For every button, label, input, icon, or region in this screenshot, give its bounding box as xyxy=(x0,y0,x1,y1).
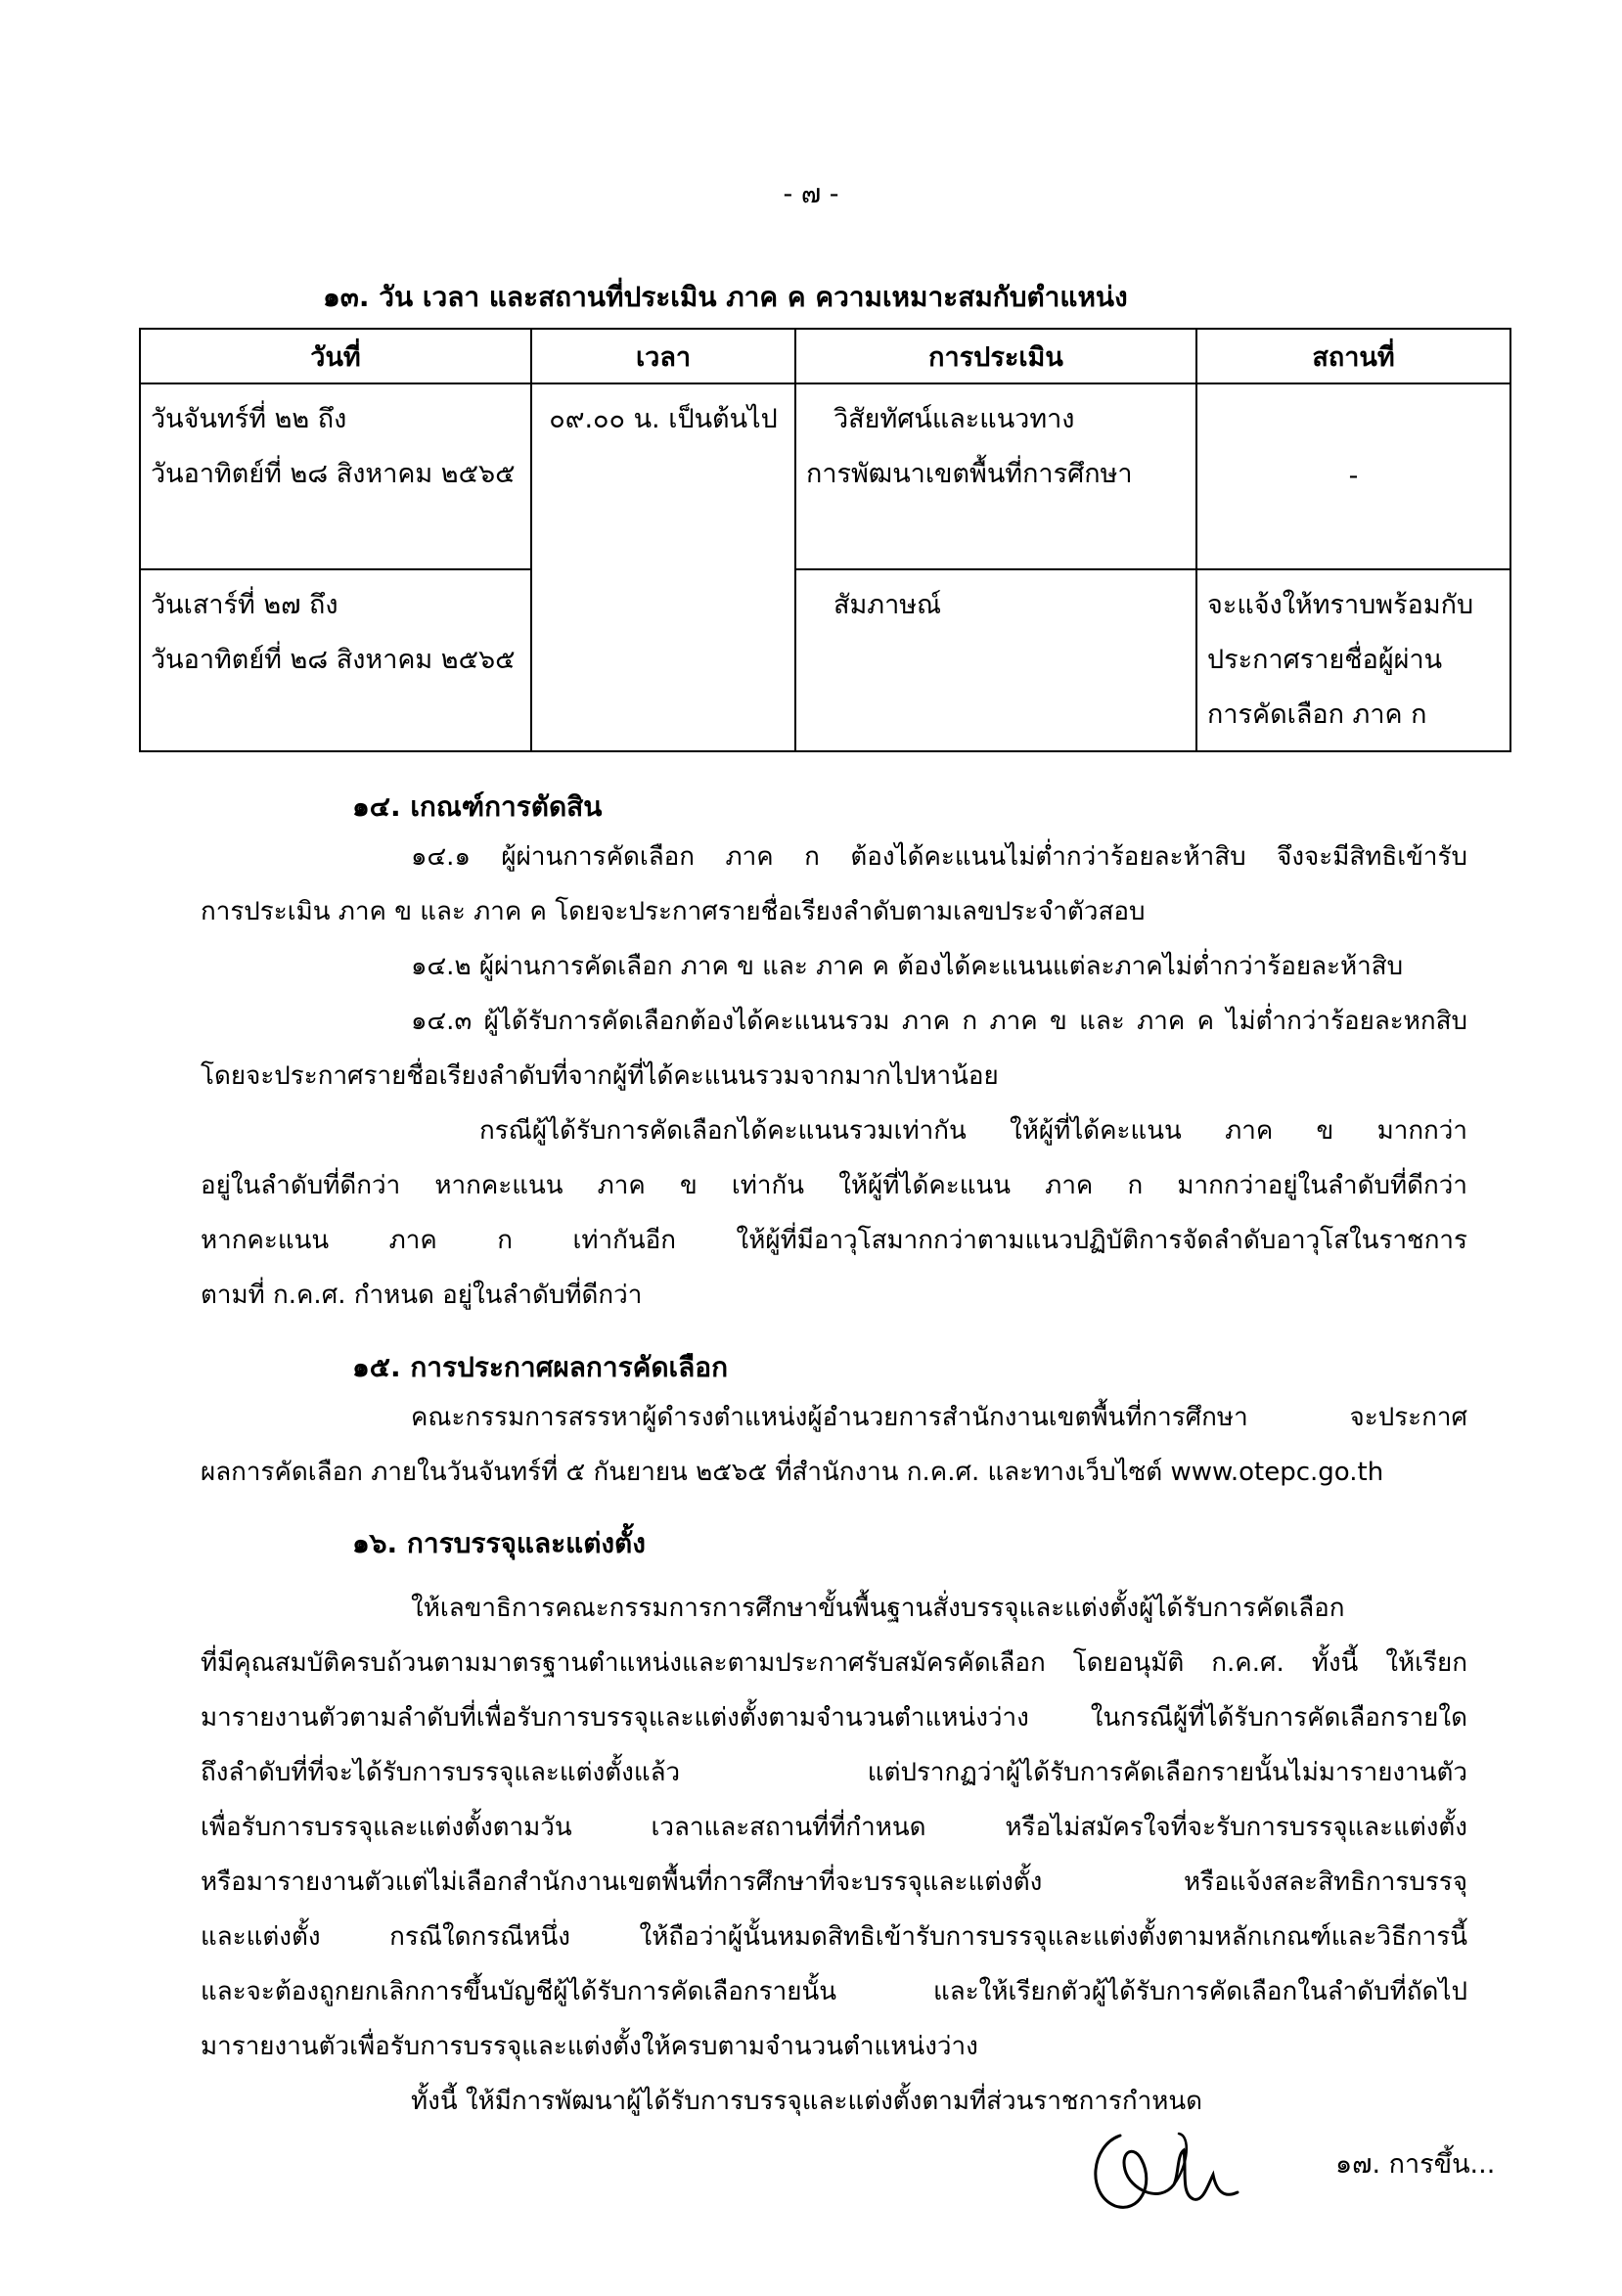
row2-place-line3: การคัดเลือก ภาค ก xyxy=(1207,699,1427,730)
row1-date xyxy=(140,383,531,569)
section-15-title: ๑๕. การประกาศผลการคัดเลือก xyxy=(352,1351,729,1383)
header-time: เวลา xyxy=(531,329,795,383)
row1-date-line1: วันจันทร์ที่ ๒๒ ถึง xyxy=(151,404,347,434)
row1-date-line2: วันอาทิตย์ที่ ๒๘ สิงหาคม ๒๕๖๕ xyxy=(151,459,516,489)
s16-line-1: ให้เลขาธิการคณะกรรมการการศึกษาขั้นพื้นฐานสั่งบรรจุและแต่งตั้งผู้ได้รับการคัดเลือก xyxy=(411,1594,1345,1623)
s14-line-4: ๑๔.๓ ผู้ได้รับการคัดเลือกต้องได้คะแนนรวม ภาค ก ภาค ข และ ภาค ค ไม่ต่ำกว่าร้อยละหกสิบ xyxy=(411,1007,1467,1036)
row2-place xyxy=(1196,569,1510,751)
row2-place-line1: จะแจ้งให้ทราบพร้อมกับ xyxy=(1207,590,1474,620)
next-page-marker: ๑๗. การขึ้น... xyxy=(1335,2149,1496,2180)
s15-line-1: คณะกรรมการสรรหาผู้ดำรงตำแหน่งผู้อำนวยการสำนักงานเขตพื้นที่การศึกษา จะประกาศ xyxy=(411,1403,1467,1432)
row2-place-line2: ประกาศรายชื่อผู้ผ่าน xyxy=(1207,645,1443,675)
row2-date-line1: วันเสาร์ที่ ๒๗ ถึง xyxy=(151,590,338,620)
row2-eval-line1: สัมภาษณ์ xyxy=(834,590,942,620)
header-date: วันที่ xyxy=(140,329,531,383)
schedule-table xyxy=(139,328,1511,752)
s14-line-7: อยู่ในลำดับที่ดีกว่า หากคะแนน ภาค ข เท่ากัน ให้ผู้ที่ได้คะแนน ภาค ก มากกว่าอยู่ในลำดับที่ดีกว่า xyxy=(201,1171,1467,1200)
table-row xyxy=(140,569,1510,751)
s14-line-6: กรณีผู้ได้รับการคัดเลือกได้คะแนนรวมเท่ากัน ให้ผู้ที่ได้คะแนน ภาค ข มากกว่า xyxy=(479,1116,1467,1146)
page-number: - ๗ - xyxy=(783,179,839,209)
s14-line-1: ๑๔.๑ ผู้ผ่านการคัดเลือก ภาค ก ต้องได้คะแนนไม่ต่ำกว่าร้อยละห้าสิบ จึงจะมีสิทธิเข้ารับ xyxy=(411,842,1467,872)
row1-eval-line1: วิสัยทัศน์และแนวทาง xyxy=(834,404,1075,434)
time-cell: ๐๙.๐๐ น. เป็นต้นไป xyxy=(531,383,795,751)
s14-line-3: ๑๔.๒ ผู้ผ่านการคัดเลือก ภาค ข และ ภาค ค ต้องได้คะแนนแต่ละภาคไม่ต่ำกว่าร้อยละห้าสิบ xyxy=(411,952,1404,981)
s16-line-3: มารายงานตัวตามลำดับที่เพื่อรับการบรรจุและแต่งตั้งตามจำนวนตำแหน่งว่าง ในกรณีผู้ที่ได้รับการคัดเลือกรายใด xyxy=(201,1703,1467,1733)
header-evaluation: การประเมิน xyxy=(795,329,1196,383)
signature-image xyxy=(1081,2116,1247,2224)
s14-line-9: ตามที่ ก.ค.ศ. กำหนด อยู่ในลำดับที่ดีกว่า xyxy=(201,1281,643,1310)
s16-line-9: มารายงานตัวเพื่อรับการบรรจุและแต่งตั้งให้ครบตามจำนวนตำแหน่งว่าง xyxy=(201,2032,978,2061)
table-row xyxy=(140,383,1510,569)
row1-evaluation xyxy=(795,383,1196,569)
row1-eval-line2: การพัฒนาเขตพื้นที่การศึกษา xyxy=(806,459,1133,489)
s16-line-8: และจะต้องถูกยกเลิกการขึ้นบัญชีผู้ได้รับการคัดเลือกรายนั้น และให้เรียกตัวผู้ได้รับการคัดเลือกในลำดับที่ถัดไป xyxy=(201,1977,1467,2006)
s14-line-5: โดยจะประกาศรายชื่อเรียงลำดับที่จากผู้ที่ได้คะแนนรวมจากมากไปหาน้อย xyxy=(201,1061,999,1091)
section-16-title: ๑๖. การบรรจุและแต่งตั้ง xyxy=(352,1527,646,1559)
row2-date xyxy=(140,569,531,751)
s15-line-2: ผลการคัดเลือก ภายในวันจันทร์ที่ ๕ กันยายน ๒๕๖๕ ที่สำนักงาน ก.ค.ศ. และทางเว็บไซต์ www.otepc.go.th xyxy=(201,1458,1384,1487)
section-14-title: ๑๔. เกณฑ์การตัดสิน xyxy=(352,790,603,823)
s16-line-5: เพื่อรับการบรรจุและแต่งตั้งตามวัน เวลาและสถานที่ที่กำหนด หรือไม่สมัครใจที่จะรับการบรรจุและแต่งตั้ง xyxy=(201,1813,1467,1842)
section-13-title: ๑๓. วัน เวลา และสถานที่ประเมิน ภาค ค ความเหมาะสมกับตำแหน่ง xyxy=(323,281,1128,313)
s16-line-4: ถึงลำดับที่ที่จะได้รับการบรรจุและแต่งตั้งแล้ว แต่ปรากฏว่าผู้ได้รับการคัดเลือกรายนั้นไม่มารายงานตัว xyxy=(201,1758,1467,1787)
header-place: สถานที่ xyxy=(1196,329,1510,383)
s16-line-2: ที่มีคุณสมบัติครบถ้วนตามมาตรฐานตำแหน่งและตามประกาศรับสมัครคัดเลือก โดยอนุมัติ ก.ค.ศ. ทั้งนี้ ให้เรียก xyxy=(201,1648,1467,1678)
s16-line-6: หรือมารายงานตัวแต่ไม่เลือกสำนักงานเขตพื้นที่การศึกษาที่จะบรรจุและแต่งตั้ง หรือแจ้งสละสิทธิการบรรจุ xyxy=(201,1868,1467,1897)
table-header-row xyxy=(140,329,1510,383)
s14-line-2: การประเมิน ภาค ข และ ภาค ค โดยจะประกาศรายชื่อเรียงลำดับตามเลขประจำตัวสอบ xyxy=(201,897,1146,926)
row2-date-line2: วันอาทิตย์ที่ ๒๘ สิงหาคม ๒๕๖๕ xyxy=(151,645,516,675)
s16-line-7: และแต่งตั้ง กรณีใดกรณีหนึ่ง ให้ถือว่าผู้นั้นหมดสิทธิเข้ารับการบรรจุและแต่งตั้งตามหลักเกณฑ์และวิธีการนี้ xyxy=(201,1922,1467,1952)
row2-evaluation xyxy=(795,569,1196,751)
s16-line-10: ทั้งนี้ ให้มีการพัฒนาผู้ได้รับการบรรจุและแต่งตั้งตามที่ส่วนราชการกำหนด xyxy=(411,2087,1203,2116)
row1-place: - xyxy=(1196,383,1510,569)
s14-line-8: หากคะแนน ภาค ก เท่ากันอีก ให้ผู้ที่มีอาวุโสมากกว่าตามแนวปฏิบัติการจัดลำดับอาวุโสในราชการ xyxy=(201,1226,1467,1255)
